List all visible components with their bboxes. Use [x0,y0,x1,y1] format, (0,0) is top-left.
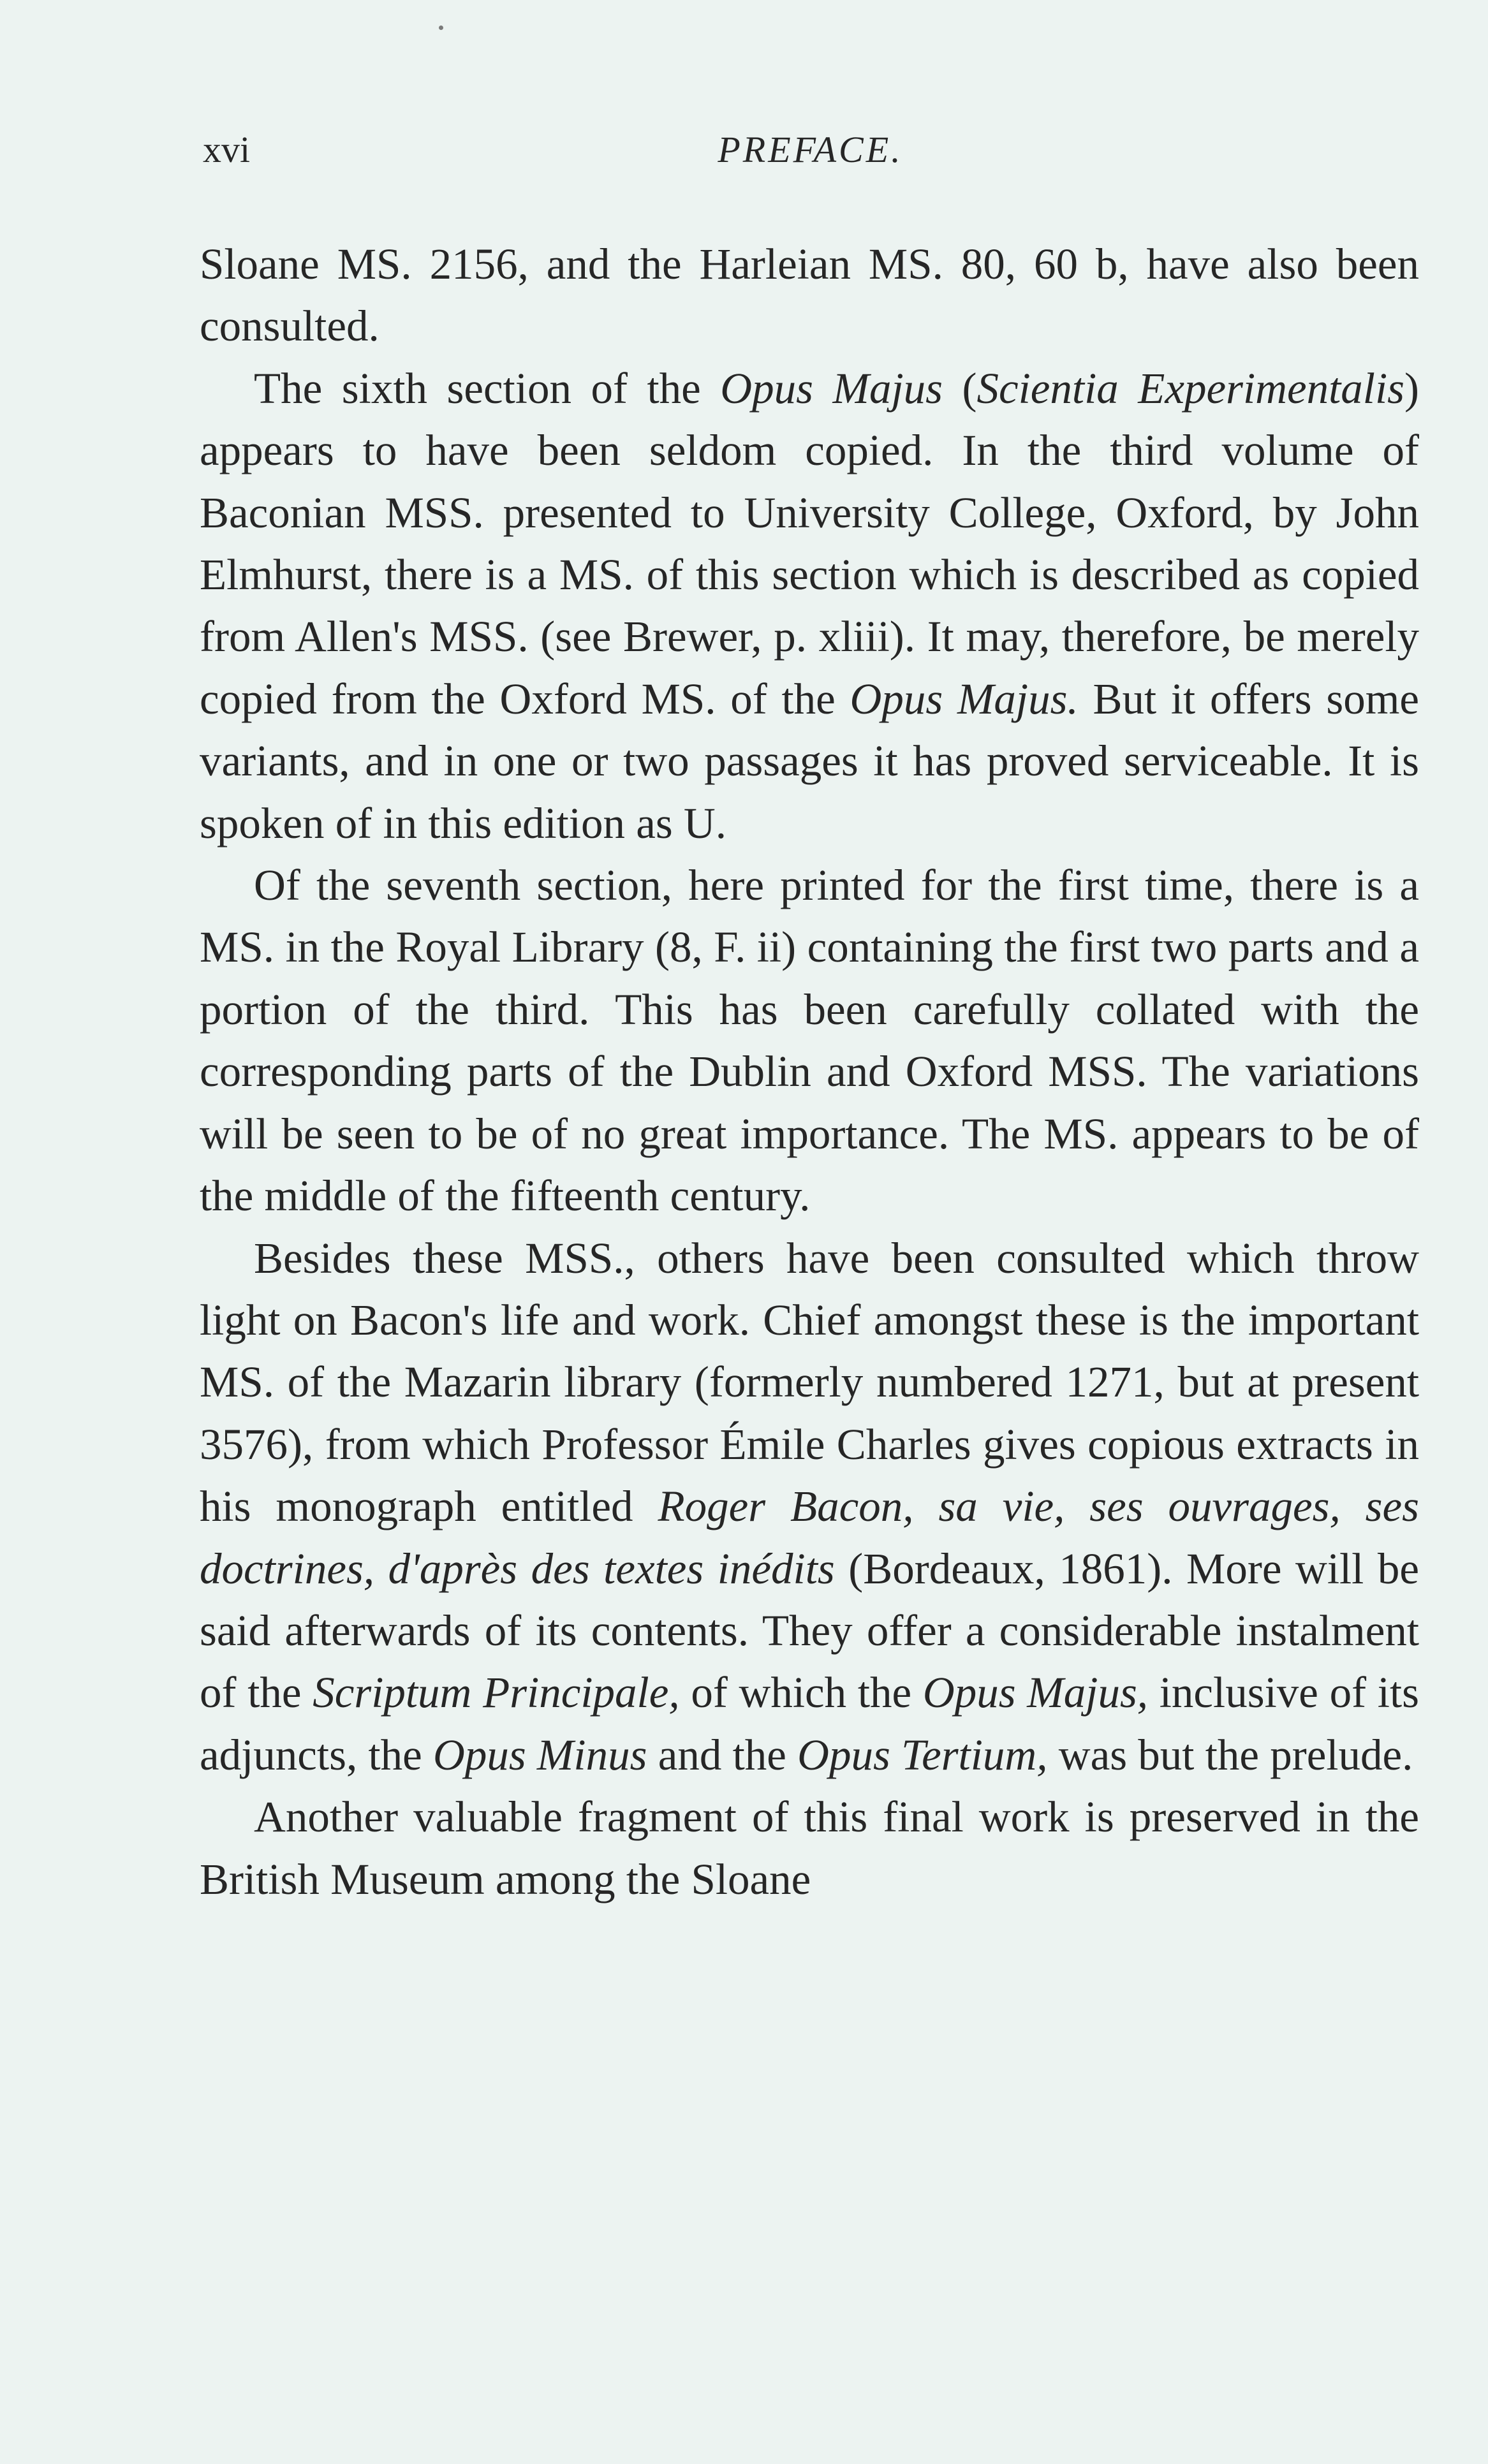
text-run: Besides these MSS., others have been consulted which throw light on Bacon's life and work. Chief amongst these is the important MS. of the Mazarin library (formerly numbered 1271, but at present 3576), from which Professor Émile Charles gives copious extracts in his monograph entitled [200,1233,1419,1531]
italic-title: Scientia Experimentalis [976,363,1405,413]
italic-title: Opus Tertium, [797,1730,1048,1779]
page-number: xvi [203,129,251,170]
text-run: Of the seventh section, here printed for the first time, there is a MS. in the Royal Library (8, F. ii) containing the first two parts and a portion of the third. This has been carefully collated with the corresponding parts of the Dublin and Oxford MSS. The variations will be seen to be of no great importance. The MS. appears to be of the middle of the fifteenth century. [200,861,1419,1221]
italic-title: Opus Majus [720,363,943,413]
text-run: ) appears to have been seldom copied. In the third volume of Baconian MSS. presented to University College, Oxford, by John Elmhurst, there is a MS. of this section which is described as copied from Allen's MSS. (see Brewer, p. xliii). It may, therefore, be merely copied from the Oxford MS. of the [200,363,1419,723]
running-title: PREFACE. [718,129,903,170]
text-run: ( [942,363,977,413]
italic-title: Scriptum Principale, [313,1668,680,1717]
text-run: Another valuable fragment of this final work is preserved in the British Museum among the Sloane [200,1793,1419,1903]
italic-title: Opus Majus, [922,1668,1149,1717]
paragraph-2 [200,358,1419,854]
italic-title: Opus Minus [433,1730,647,1779]
paragraph-1 [200,233,1419,358]
text-run: of which the [679,1668,923,1717]
speck-mark [439,26,443,30]
paragraph-3 [200,854,1419,1227]
text-run: Sloane MS. 2156, and the Harleian MS. 80, 60 b, have also been consulted. [200,240,1419,351]
paragraph-4 [200,1228,1419,1787]
page-header [203,128,1418,172]
text-run: (Bordeaux, 1861). More will be said afterwards of its contents. They offer a considerable instalment of the [200,1544,1419,1717]
text-run: was but the prelude. [1047,1730,1413,1779]
text-run: But it offers some variants, and in one or two passages it has proved serviceable. It is spoken of in this edition as U. [200,674,1419,847]
body-text [200,233,1419,1910]
text-run: and the [647,1730,798,1779]
italic-title: Opus Majus. [850,674,1079,723]
text-run: The sixth section of the [254,363,721,413]
text-run: inclusive of its adjuncts, the [200,1668,1419,1779]
paragraph-5 [200,1786,1419,1910]
italic-title: Roger Bacon, sa vie, ses ouvrages, ses doctrines, d'après des textes inédits [200,1482,1419,1593]
